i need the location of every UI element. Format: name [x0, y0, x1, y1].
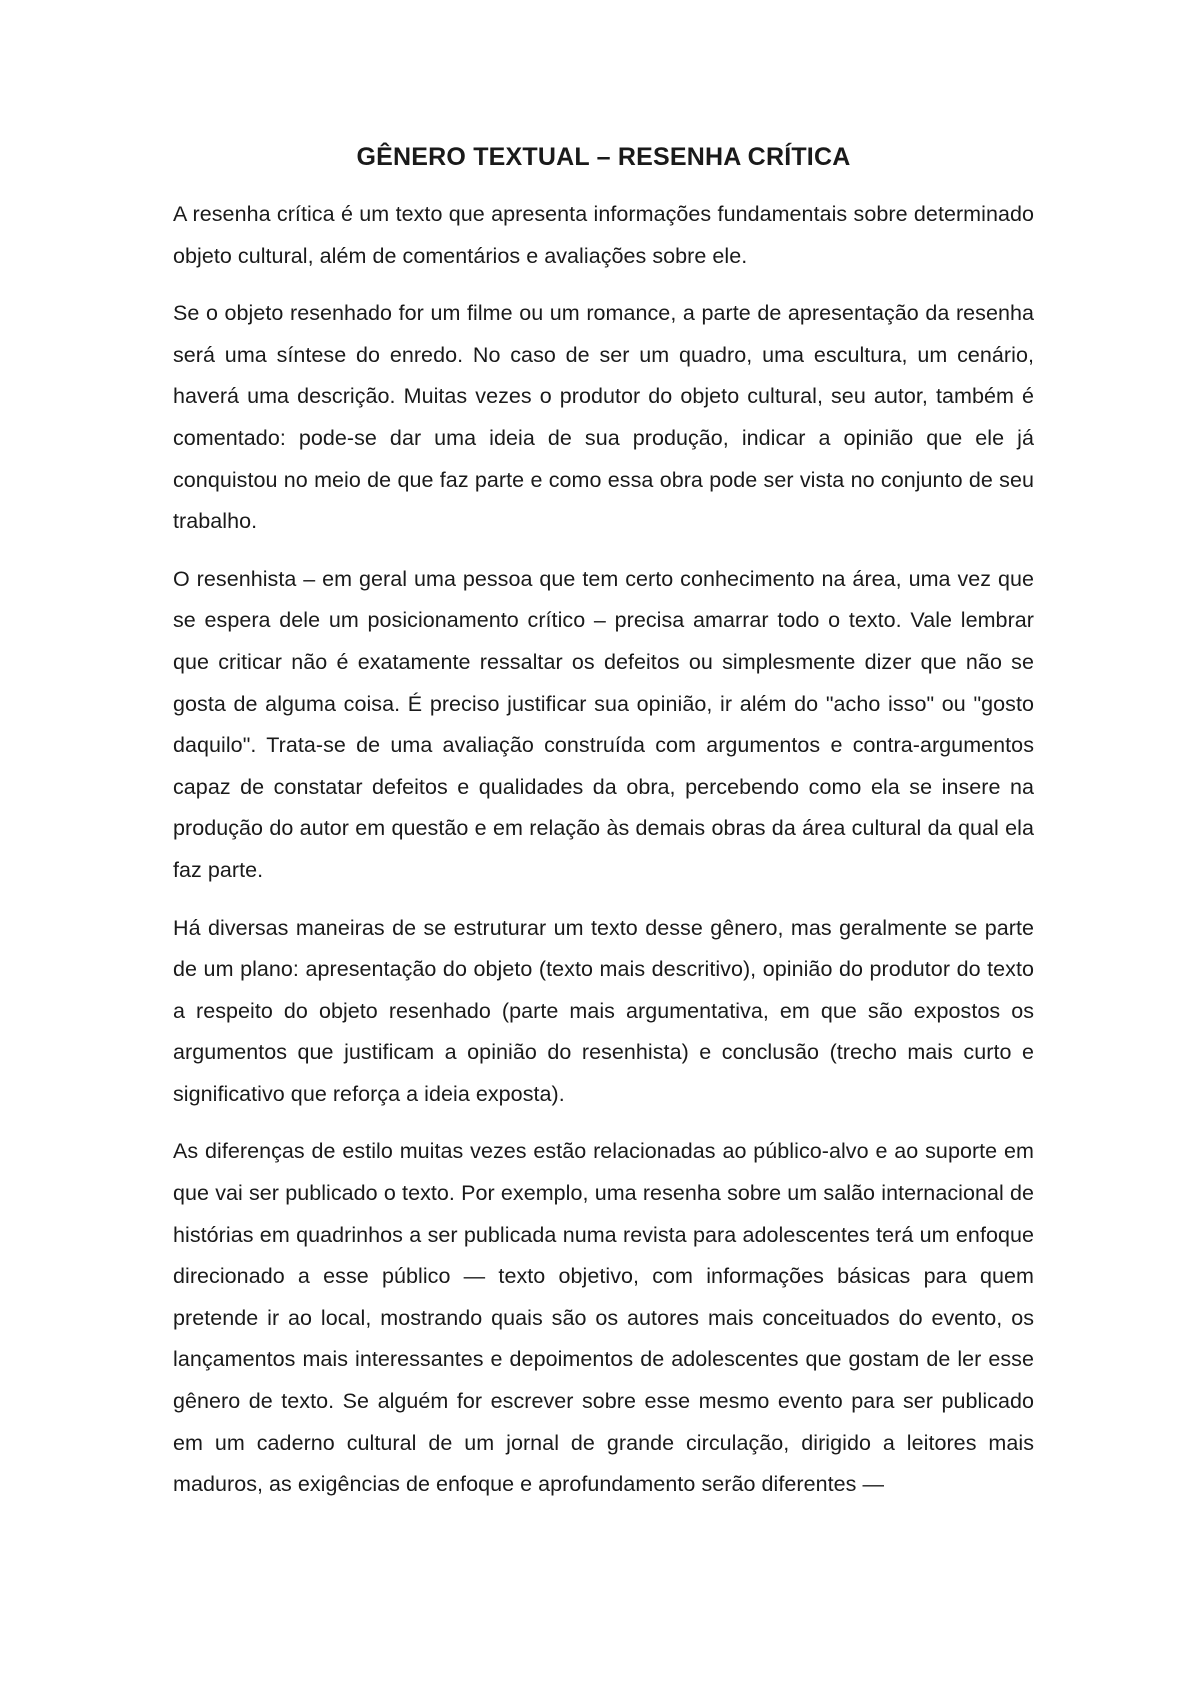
paragraph-reviewer: O resenhista – em geral uma pessoa que tem certo conhecimento na área, uma vez que se espera dele um posicionamento crítico – precisa amarrar todo o texto. Vale lembrar que criticar não é exatamente ressaltar os defeitos ou simplesmente dizer que não se gosta de alguma coisa. É preciso justificar sua opinião, ir além do "acho isso" ou "gosto daquilo". Trata-se de uma avaliação construída com argumentos e contra-argumentos capaz de constatar defeitos e qualidades da obra, percebendo como ela se insere na produção do autor em questão e em relação às demais obras da área cultural da qual ela faz parte. [173, 566, 1034, 882]
paragraph-definition: A resenha crítica é um texto que apresenta informações fundamentais sobre determinado objeto cultural, além de comentários e avaliações sobre ele. [173, 202, 1034, 268]
paragraph-style: As diferenças de estilo muitas vezes estão relacionadas ao público-alvo e ao suporte em que vai ser publicado o texto. Por exemplo, uma resenha sobre um salão internacional de histórias em quadrinhos a ser publicada numa revista para adolescentes terá um enfoque direcionado a esse público — texto objetivo, com informações básicas para quem pretende ir ao local, mostrando quais são os autores mais conceituados do evento, os lançamentos mais interessantes e depoimentos de adolescentes que gostam de ler esse gênero de texto. Se alguém for escrever sobre esse mesmo evento para ser publicado em um caderno cultural de um jornal de grande circulação, dirigido a leitores mais maduros, as exigências de enfoque e aprofundamento serão diferentes — [173, 1139, 1034, 1497]
paragraph-presentation: Se o objeto resenhado for um filme ou um romance, a parte de apresentação da resenha será uma síntese do enredo. No caso de ser um quadro, uma escultura, um cenário, haverá uma descrição. Muitas vezes o produtor do objeto cultural, seu autor, também é comentado: pode-se dar uma ideia de sua produção, indicar a opinião que ele já conquistou no meio de que faz parte e como essa obra pode ser vista no conjunto de seu trabalho. [173, 301, 1034, 534]
document-title: GÊNERO TEXTUAL – RESENHA CRÍTICA [356, 143, 851, 171]
paragraph-structure: Há diversas maneiras de se estruturar um texto desse gênero, mas geralmente se parte de um plano: apresentação do objeto (texto mais descritivo), opinião do produtor do texto a respeito do objeto resenhado (parte mais argumentativa, em que são expostos os argumentos que justificam a opinião do resenhista) e conclusão (trecho mais curto e significativo que reforça a ideia exposta). [173, 915, 1034, 1106]
